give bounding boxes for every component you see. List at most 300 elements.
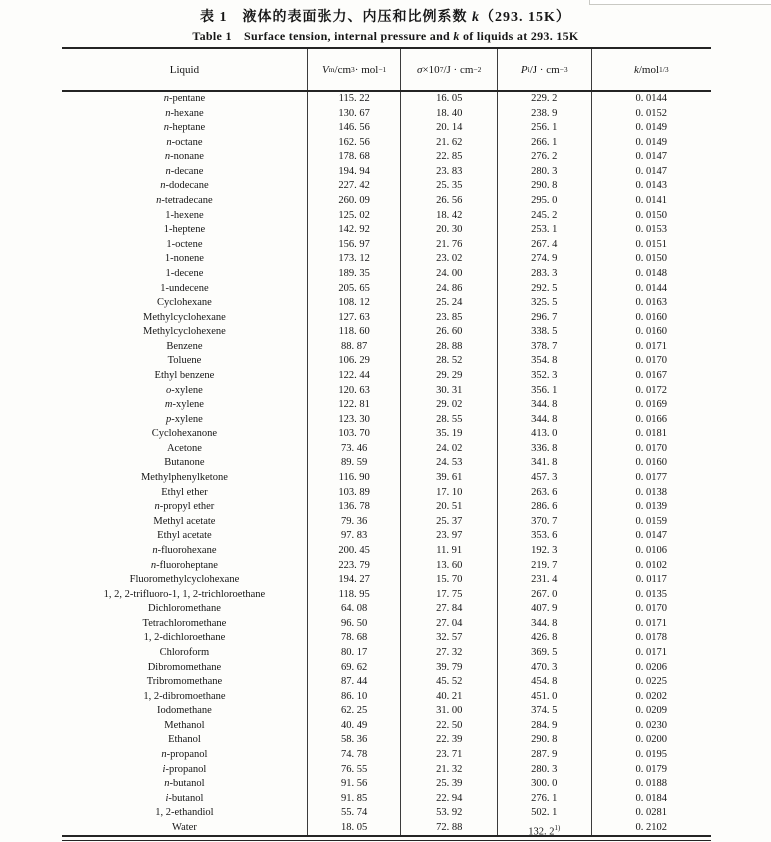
table-row (62, 777, 711, 792)
internal-pressure-cell: 296. 7 (497, 311, 591, 326)
liquid-name-cell: Ethyl acetate (157, 530, 212, 542)
molar-volume-cell: 18. 05 (307, 821, 401, 836)
liquid-name-cell: Dibromomethane (147, 661, 222, 673)
k-value-cell: 0. 0202 (591, 690, 711, 705)
molar-volume-cell: 55. 74 (307, 806, 401, 821)
surface-tension-cell: 15. 70 (400, 573, 497, 588)
liquid-name-cell: Acetone (166, 442, 202, 454)
k-value-cell: 0. 0152 (591, 107, 711, 122)
table-row (62, 646, 711, 661)
table-header-row (62, 49, 711, 92)
surface-tension-cell: 28. 52 (400, 354, 497, 369)
surface-tension-cell: 45. 52 (400, 675, 497, 690)
k-value-cell: 0. 0147 (591, 150, 711, 165)
molar-volume-cell: 62. 25 (307, 704, 401, 719)
surface-tension-cell: 23. 85 (400, 311, 497, 326)
internal-pressure-cell: 280. 3 (497, 165, 591, 180)
k-value-cell: 0. 2102 (591, 821, 711, 836)
table-row (62, 311, 711, 326)
molar-volume-cell: 103. 89 (307, 486, 401, 501)
molar-volume-cell: 97. 83 (307, 529, 401, 544)
k-value-cell: 0. 0144 (591, 282, 711, 297)
surface-tension-cell: 40. 21 (400, 690, 497, 705)
molar-volume-cell: 91. 56 (307, 777, 401, 792)
k-value-cell: 0. 0225 (591, 675, 711, 690)
internal-pressure-cell: 267. 0 (497, 588, 591, 603)
surface-tension-cell: 26. 60 (400, 325, 497, 340)
table-row (62, 427, 711, 442)
molar-volume-cell: 122. 81 (307, 398, 401, 413)
surface-tension-cell: 29. 02 (400, 398, 497, 413)
k-value-cell: 0. 0147 (591, 165, 711, 180)
k-value-cell: 0. 0170 (591, 354, 711, 369)
molar-volume-cell: 123. 30 (307, 413, 401, 428)
k-value-cell: 0. 0171 (591, 617, 711, 632)
k-value-cell: 0. 0170 (591, 442, 711, 457)
molar-volume-cell: 106. 29 (307, 354, 401, 369)
liquid-name-cell: n-octane (166, 136, 203, 148)
table-row (62, 282, 711, 297)
table-row (62, 792, 711, 807)
liquid-name-cell: i-butanol (165, 792, 204, 804)
k-value-cell: 0. 0178 (591, 631, 711, 646)
table-row (62, 384, 711, 399)
molar-volume-cell: 89. 59 (307, 456, 401, 471)
table-row (62, 340, 711, 355)
surface-tension-cell: 18. 42 (400, 209, 497, 224)
table-row (62, 617, 711, 632)
molar-volume-cell: 120. 63 (307, 384, 401, 399)
liquid-name-cell: Benzene (166, 340, 203, 352)
table-row (62, 529, 711, 544)
surface-tension-cell: 22. 50 (400, 719, 497, 734)
liquid-name-cell: Methyl acetate (153, 515, 216, 527)
liquid-name-cell: Cyclohexane (157, 297, 212, 309)
internal-pressure-cell: 238. 9 (497, 107, 591, 122)
data-table (62, 47, 711, 841)
table-row (62, 223, 711, 238)
k-value-cell: 0. 0147 (591, 529, 711, 544)
liquid-name-cell: Tribromomethane (146, 676, 223, 688)
k-value-cell: 0. 0172 (591, 384, 711, 399)
table-row (62, 661, 711, 676)
molar-volume-cell: 91. 85 (307, 792, 401, 807)
table-row (62, 107, 711, 122)
liquid-name-cell: Ethyl ether (161, 486, 208, 498)
molar-volume-cell: 115. 22 (307, 92, 401, 107)
k-value-cell: 0. 0163 (591, 296, 711, 311)
k-value-cell: 0. 0195 (591, 748, 711, 763)
molar-volume-cell: 178. 68 (307, 150, 401, 165)
liquid-name-cell: n-tetradecane (156, 195, 213, 207)
internal-pressure-cell: 370. 7 (497, 515, 591, 530)
liquid-name-cell: Ethyl benzene (154, 369, 215, 381)
surface-tension-cell: 53. 92 (400, 806, 497, 821)
surface-tension-cell: 25. 37 (400, 515, 497, 530)
liquid-name-cell: n-dodecane (160, 180, 209, 192)
internal-pressure-cell: 245. 2 (497, 209, 591, 224)
internal-pressure-cell: 470. 3 (497, 661, 591, 676)
molar-volume-cell: 122. 44 (307, 369, 401, 384)
molar-volume-cell: 108. 12 (307, 296, 401, 311)
table-row (62, 588, 711, 603)
column-header-surface-tension: σ ×10 7 /J · cm −2 (400, 49, 497, 90)
table-row (62, 733, 711, 748)
table-row (62, 631, 711, 646)
molar-volume-cell: 80. 17 (307, 646, 401, 661)
internal-pressure-cell: 290. 8 (497, 733, 591, 748)
liquid-name-cell: n-heptane (163, 122, 206, 134)
table-row (62, 573, 711, 588)
surface-tension-cell: 22. 85 (400, 150, 497, 165)
liquid-name-cell: 1-hexene (165, 209, 204, 221)
surface-tension-cell: 27. 84 (400, 602, 497, 617)
table-row (62, 544, 711, 559)
k-value-cell: 0. 0230 (591, 719, 711, 734)
liquid-name-cell: o-xylene (166, 384, 203, 396)
liquid-name-cell: n-nonane (164, 151, 204, 163)
molar-volume-cell: 142. 92 (307, 223, 401, 238)
liquid-name-cell: n-pentane (163, 93, 206, 104)
internal-pressure-cell: 263. 6 (497, 486, 591, 501)
k-value-cell: 0. 0166 (591, 413, 711, 428)
surface-tension-cell: 17. 10 (400, 486, 497, 501)
internal-pressure-cell: 354. 8 (497, 354, 591, 369)
surface-tension-cell: 26. 56 (400, 194, 497, 209)
table-row (62, 559, 711, 574)
k-value-cell: 0. 0160 (591, 325, 711, 340)
table-row (62, 150, 711, 165)
k-value-cell: 0. 0106 (591, 544, 711, 559)
k-value-cell: 0. 0149 (591, 136, 711, 151)
table-row (62, 763, 711, 778)
liquid-name-cell: n-propyl ether (154, 501, 215, 513)
internal-pressure-cell: 374. 5 (497, 704, 591, 719)
surface-tension-cell: 27. 32 (400, 646, 497, 661)
liquid-name-cell: Dichloromethane (147, 603, 221, 615)
table-row (62, 179, 711, 194)
liquid-name-cell: Chloroform (159, 646, 210, 658)
k-value-cell: 0. 0181 (591, 427, 711, 442)
internal-pressure-cell: 457. 3 (497, 471, 591, 486)
table-row (62, 690, 711, 705)
surface-tension-cell: 39. 61 (400, 471, 497, 486)
internal-pressure-cell: 353. 6 (497, 529, 591, 544)
table-bottom-rule (62, 835, 711, 841)
internal-pressure-cell: 413. 0 (497, 427, 591, 442)
molar-volume-cell: 205. 65 (307, 282, 401, 297)
internal-pressure-cell: 192. 3 (497, 544, 591, 559)
liquid-name-cell: 1-nonene (164, 253, 204, 265)
liquid-name-cell: Fluoromethylcyclohexane (129, 574, 240, 586)
internal-pressure-cell: 284. 9 (497, 719, 591, 734)
liquid-name-cell: 1-decene (165, 267, 204, 279)
surface-tension-cell: 21. 62 (400, 136, 497, 151)
molar-volume-cell: 189. 35 (307, 267, 401, 282)
surface-tension-cell: 20. 14 (400, 121, 497, 136)
liquid-name-cell: Water (172, 821, 197, 833)
k-value-cell: 0. 0169 (591, 398, 711, 413)
table-row (62, 369, 711, 384)
table-row (62, 486, 711, 501)
internal-pressure-cell: 253. 1 (497, 223, 591, 238)
molar-volume-cell: 200. 45 (307, 544, 401, 559)
molar-volume-cell: 64. 08 (307, 602, 401, 617)
surface-tension-cell: 18. 40 (400, 107, 497, 122)
column-header-liquid: Liquid (169, 63, 200, 76)
internal-pressure-cell: 426. 8 (497, 631, 591, 646)
molar-volume-cell: 118. 60 (307, 325, 401, 340)
k-value-cell: 0. 0184 (591, 792, 711, 807)
table-row (62, 719, 711, 734)
table-title-chinese: 表 1 液体的表面张力、内压和比例系数 k（293. 15K） (200, 10, 571, 25)
molar-volume-cell: 146. 56 (307, 121, 401, 136)
molar-volume-cell: 118. 95 (307, 588, 401, 603)
k-value-cell: 0. 0148 (591, 267, 711, 282)
molar-volume-cell: 103. 70 (307, 427, 401, 442)
internal-pressure-cell: 274. 9 (497, 252, 591, 267)
table-row (62, 442, 711, 457)
internal-pressure-cell: 229. 2 (497, 92, 591, 107)
molar-volume-cell: 156. 97 (307, 238, 401, 253)
liquid-name-cell: 1-undecene (160, 282, 209, 294)
internal-pressure-cell: 502. 1 (497, 806, 591, 821)
molar-volume-cell: 79. 36 (307, 515, 401, 530)
molar-volume-cell: 125. 02 (307, 209, 401, 224)
surface-tension-cell: 11. 91 (400, 544, 497, 559)
table-row (62, 165, 711, 180)
k-value-cell: 0. 0209 (591, 704, 711, 719)
surface-tension-cell: 25. 39 (400, 777, 497, 792)
molar-volume-cell: 127. 63 (307, 311, 401, 326)
table-row (62, 748, 711, 763)
internal-pressure-cell: 356. 1 (497, 384, 591, 399)
internal-pressure-cell: 325. 5 (497, 296, 591, 311)
internal-pressure-cell: 267. 4 (497, 238, 591, 253)
table-row (62, 806, 711, 821)
table-row (62, 500, 711, 515)
k-value-cell: 0. 0171 (591, 646, 711, 661)
liquid-name-cell: n-decane (165, 165, 204, 177)
molar-volume-cell: 223. 79 (307, 559, 401, 574)
molar-volume-cell: 78. 68 (307, 631, 401, 646)
internal-pressure-cell: 287. 9 (497, 748, 591, 763)
table-row (62, 121, 711, 136)
molar-volume-cell: 260. 09 (307, 194, 401, 209)
internal-pressure-cell: 451. 0 (497, 690, 591, 705)
surface-tension-cell: 29. 29 (400, 369, 497, 384)
molar-volume-cell: 73. 46 (307, 442, 401, 457)
table-row (62, 238, 711, 253)
liquid-name-cell: 1, 2, 2-trifluoro-1, 1, 2-trichloroethane (103, 588, 266, 600)
surface-tension-cell: 20. 51 (400, 500, 497, 515)
liquid-name-cell: 1, 2-ethandiol (155, 807, 214, 819)
internal-pressure-cell: 295. 0 (497, 194, 591, 209)
internal-pressure-cell: 292. 5 (497, 282, 591, 297)
liquid-name-cell: Methylphenylketone (140, 472, 228, 484)
surface-tension-cell: 16. 05 (400, 92, 497, 107)
internal-pressure-cell: 336. 8 (497, 442, 591, 457)
molar-volume-cell: 87. 44 (307, 675, 401, 690)
molar-volume-cell: 69. 62 (307, 661, 401, 676)
k-value-cell: 0. 0141 (591, 194, 711, 209)
k-value-cell: 0. 0138 (591, 486, 711, 501)
k-value-cell: 0. 0139 (591, 500, 711, 515)
surface-tension-cell: 20. 30 (400, 223, 497, 238)
surface-tension-cell: 22. 39 (400, 733, 497, 748)
internal-pressure-cell: 378. 7 (497, 340, 591, 355)
column-header-molar-volume: V m /cm 3 · mol −1 (307, 49, 401, 90)
molar-volume-cell: 136. 78 (307, 500, 401, 515)
column-header-internal-pressure: P i /J · cm −3 (497, 49, 591, 90)
molar-volume-cell: 173. 12 (307, 252, 401, 267)
scan-artifact-box (589, 0, 771, 5)
internal-pressure-cell: 276. 2 (497, 150, 591, 165)
liquid-name-cell: p-xylene (166, 413, 203, 425)
table-row (62, 398, 711, 413)
internal-pressure-cell: 344. 8 (497, 398, 591, 413)
table-row (62, 252, 711, 267)
liquid-name-cell: Methanol (164, 719, 205, 731)
internal-pressure-cell: 280. 3 (497, 763, 591, 778)
surface-tension-cell: 24. 02 (400, 442, 497, 457)
molar-volume-cell: 86. 10 (307, 690, 401, 705)
liquid-name-cell: Iodomethane (157, 705, 212, 717)
table-row (62, 471, 711, 486)
table-row (62, 354, 711, 369)
table-row (62, 456, 711, 471)
liquid-name-cell: n-hexane (165, 107, 204, 119)
table-row (62, 209, 711, 224)
molar-volume-cell: 88. 87 (307, 340, 401, 355)
table-row (62, 136, 711, 151)
molar-volume-cell: 96. 50 (307, 617, 401, 632)
surface-tension-cell: 24. 00 (400, 267, 497, 282)
liquid-name-cell: Tetrachloromethane (142, 617, 227, 629)
surface-tension-cell: 23. 83 (400, 165, 497, 180)
k-value-cell: 0. 0206 (591, 661, 711, 676)
molar-volume-cell: 76. 55 (307, 763, 401, 778)
table-row (62, 515, 711, 530)
molar-volume-cell: 130. 67 (307, 107, 401, 122)
surface-tension-cell: 13. 60 (400, 559, 497, 574)
surface-tension-cell: 22. 94 (400, 792, 497, 807)
k-value-cell: 0. 0150 (591, 252, 711, 267)
liquid-name-cell: Toluene (167, 355, 202, 367)
liquid-name-cell: Methylcyclohexane (143, 311, 226, 323)
table-row (62, 413, 711, 428)
liquid-name-cell: Methylcyclohexene (143, 326, 226, 338)
table-row (62, 325, 711, 340)
surface-tension-cell: 72. 88 (400, 821, 497, 836)
internal-pressure-cell: 407. 9 (497, 602, 591, 617)
surface-tension-cell: 24. 53 (400, 456, 497, 471)
column-header-k-coefficient: k /mol 1/3 (591, 49, 711, 90)
liquid-name-cell: m-xylene (164, 399, 204, 411)
molar-volume-cell: 58. 36 (307, 733, 401, 748)
k-value-cell: 0. 0160 (591, 311, 711, 326)
surface-tension-cell: 23. 71 (400, 748, 497, 763)
liquid-name-cell: n-fluorohexane (152, 544, 217, 556)
k-value-cell: 0. 0144 (591, 92, 711, 107)
table-title-english: Table 1 Surface tension, internal pressure and k of liquids at 293. 15K (192, 29, 579, 43)
k-value-cell: 0. 0143 (591, 179, 711, 194)
molar-volume-cell: 194. 94 (307, 165, 401, 180)
surface-tension-cell: 21. 76 (400, 238, 497, 253)
surface-tension-cell: 24. 86 (400, 282, 497, 297)
molar-volume-cell: 162. 56 (307, 136, 401, 151)
molar-volume-cell: 40. 49 (307, 719, 401, 734)
k-value-cell: 0. 0160 (591, 456, 711, 471)
liquid-name-cell: 1-octene (166, 238, 203, 250)
internal-pressure-cell: 132. 2$^{1)}$ (497, 821, 591, 836)
k-value-cell: 0. 0281 (591, 806, 711, 821)
molar-volume-cell: 194. 27 (307, 573, 401, 588)
liquid-name-cell: 1, 2-dichloroethane (143, 632, 226, 644)
surface-tension-cell: 21. 32 (400, 763, 497, 778)
internal-pressure-cell: 283. 3 (497, 267, 591, 282)
k-value-cell: 0. 0167 (591, 369, 711, 384)
molar-volume-cell: 227. 42 (307, 179, 401, 194)
internal-pressure-cell: 369. 5 (497, 646, 591, 661)
liquid-name-cell: i-propanol (162, 763, 207, 775)
internal-pressure-cell: 276. 1 (497, 792, 591, 807)
internal-pressure-cell: 231. 4 (497, 573, 591, 588)
internal-pressure-cell: 344. 8 (497, 617, 591, 632)
surface-tension-cell: 28. 55 (400, 413, 497, 428)
k-value-cell: 0. 0149 (591, 121, 711, 136)
table-row (62, 675, 711, 690)
surface-tension-cell: 27. 04 (400, 617, 497, 632)
liquid-name-cell: Ethanol (168, 734, 201, 746)
k-value-cell: 0. 0135 (591, 588, 711, 603)
table-row (62, 296, 711, 311)
k-value-cell: 0. 0177 (591, 471, 711, 486)
internal-pressure-cell: 256. 1 (497, 121, 591, 136)
k-value-cell: 0. 0117 (591, 573, 711, 588)
internal-pressure-cell: 352. 3 (497, 369, 591, 384)
surface-tension-cell: 28. 88 (400, 340, 497, 355)
surface-tension-cell: 25. 24 (400, 296, 497, 311)
surface-tension-cell: 32. 57 (400, 631, 497, 646)
table-row (62, 821, 711, 836)
internal-pressure-cell: 300. 0 (497, 777, 591, 792)
molar-volume-cell: 116. 90 (307, 471, 401, 486)
k-value-cell: 0. 0179 (591, 763, 711, 778)
liquid-name-cell: Cyclohexanone (151, 428, 218, 440)
surface-tension-cell: 23. 97 (400, 529, 497, 544)
liquid-name-cell: 1-heptene (163, 224, 206, 236)
liquid-name-cell: n-butanol (164, 778, 205, 790)
surface-tension-cell: 30. 31 (400, 384, 497, 399)
k-value-cell: 0. 0171 (591, 340, 711, 355)
internal-pressure-cell: 341. 8 (497, 456, 591, 471)
k-value-cell: 0. 0102 (591, 559, 711, 574)
table-row (62, 602, 711, 617)
internal-pressure-cell: 338. 5 (497, 325, 591, 340)
internal-pressure-cell: 286. 6 (497, 500, 591, 515)
table-row (62, 704, 711, 719)
liquid-name-cell: 1, 2-dibromoethane (143, 690, 226, 702)
surface-tension-cell: 17. 75 (400, 588, 497, 603)
liquid-name-cell: n-fluoroheptane (150, 559, 218, 571)
k-value-cell: 0. 0200 (591, 733, 711, 748)
k-value-cell: 0. 0150 (591, 209, 711, 224)
surface-tension-cell: 23. 02 (400, 252, 497, 267)
table-row (62, 194, 711, 209)
molar-volume-cell: 74. 78 (307, 748, 401, 763)
table-row (62, 92, 711, 107)
